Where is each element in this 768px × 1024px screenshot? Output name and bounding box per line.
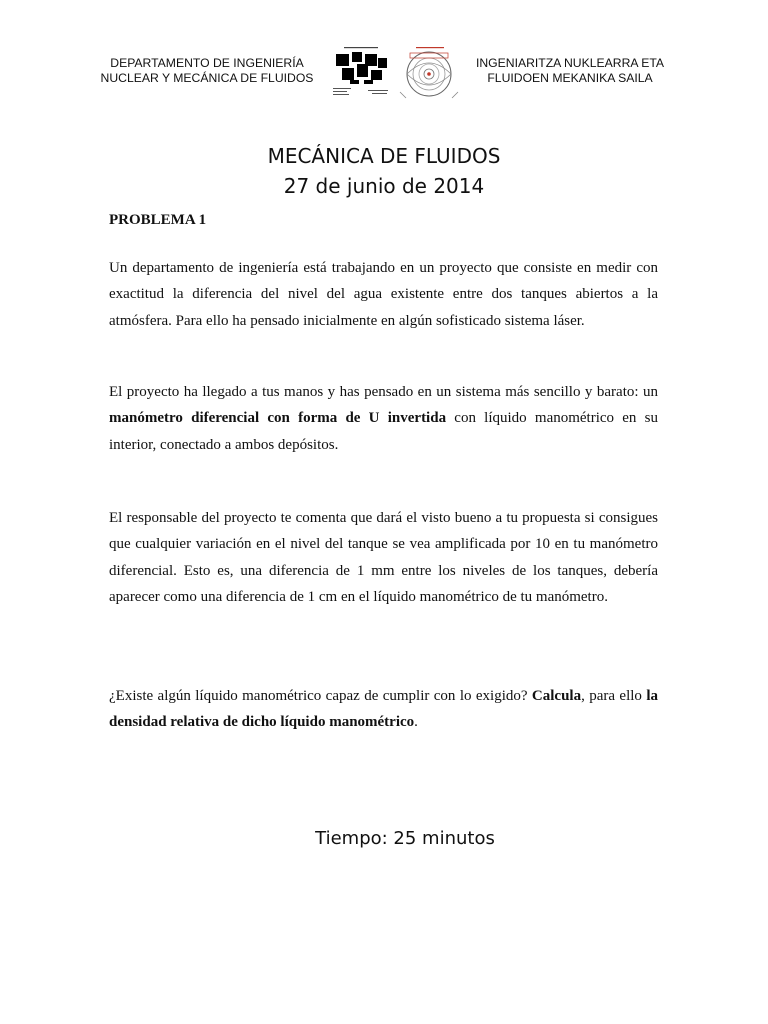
paragraph-2-text-c: con líquido manométrico en su interior, conectado a ambos depósitos. bbox=[109, 410, 658, 453]
exam-date: 27 de junio de 2014 bbox=[283, 174, 485, 198]
problem-question bbox=[109, 683, 658, 736]
question-emphasis-calcula: Calcula bbox=[531, 688, 582, 704]
department-name-eu-line1: INGENIARITZA NUKLEARRA ETA bbox=[475, 56, 665, 70]
time-limit: Tiempo: 25 minutos bbox=[315, 828, 495, 849]
department-name-es bbox=[88, 56, 326, 86]
course-title: MECÁNICA DE FLUIDOS bbox=[267, 144, 501, 168]
university-logo bbox=[330, 44, 392, 100]
problem-paragraph-2 bbox=[109, 379, 658, 458]
department-name-es-line2: NUCLEAR Y MECÁNICA DE FLUIDOS bbox=[100, 71, 314, 85]
question-emphasis-density: la densidad relativa de dicho líquido manométrico bbox=[109, 688, 658, 731]
question-text-c: , para ello bbox=[581, 688, 647, 704]
department-name-eu-line2: FLUIDOEN MEKANIKA SAILA bbox=[487, 71, 653, 85]
question-text-e: . bbox=[414, 714, 418, 731]
problem-paragraph-3: El responsable del proyecto te comenta que dará el visto bueno a tu propuesta si consigues que cualquier variación en el nivel del tanque se vea amplificada por 10 en tu manómetro diferencial. Esto es, una diferencia de 1 mm entre los niveles de los tanques, debería aparecer como una diferencia de 1 cm en el líquido manométrico de tu manómetro. bbox=[109, 510, 658, 605]
department-name-es-line1: DEPARTAMENTO DE INGENIERÍA bbox=[110, 56, 304, 70]
problem-heading: PROBLEMA 1 bbox=[109, 212, 207, 228]
department-name-eu bbox=[460, 56, 680, 86]
paragraph-2-text-a: El proyecto ha llegado a tus manos y has pensado en un sistema más sencillo y barato: un bbox=[109, 384, 658, 400]
problem-paragraph-1: Un departamento de ingeniería está trabajando en un proyecto que consiste en medir con exactitud la diferencia del nivel del agua existente entre dos tanques abiertos a la atmósfera. Para ello ha pensado inicialmente en algún sofisticado sistema láser. bbox=[109, 260, 658, 329]
department-logo bbox=[392, 44, 466, 100]
paragraph-2-emphasis: manómetro diferencial con forma de U invertida bbox=[109, 410, 447, 427]
question-text-a: ¿Existe algún líquido manométrico capaz de cumplir con lo exigido? bbox=[109, 688, 532, 704]
